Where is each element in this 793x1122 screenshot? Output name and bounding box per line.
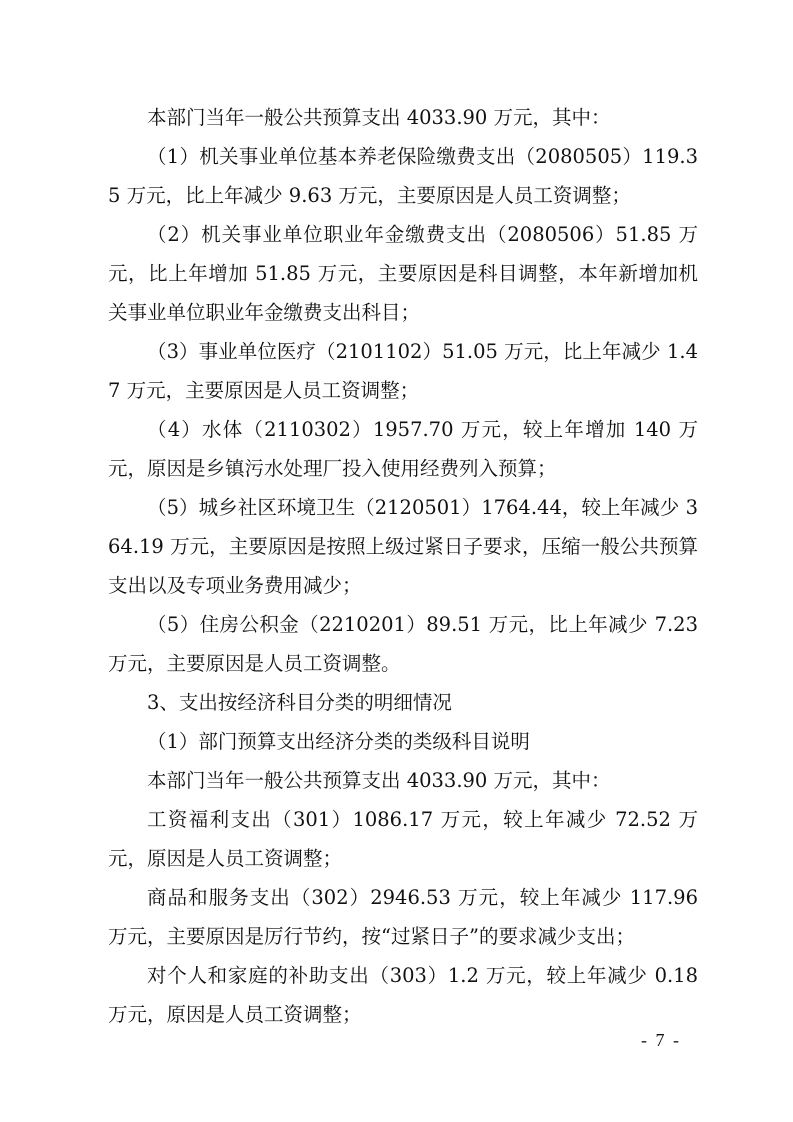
paragraph-total-expenditure: 本部门当年一般公共预算支出 4033.90 万元，其中： bbox=[147, 106, 611, 129]
paragraph-occupational-annuity: （2）机关事业单位职业年金缴费支出（2080506）51.85 万元，比上年增加 51.85 万元，主要原因是科目调整，本年新增加机关事业单位职业年金缴费支出科目； bbox=[108, 223, 698, 324]
document-body bbox=[108, 98, 698, 1034]
page-number: - 7 - bbox=[641, 1030, 681, 1050]
paragraph-medical: （3）事业单位医疗（2101102）51.05 万元，比上年减少 1.47 万元，主要原因是人员工资调整； bbox=[108, 340, 698, 402]
paragraph-total-expenditure-repeat: 本部门当年一般公共预算支出 4033.90 万元，其中： bbox=[147, 769, 611, 792]
paragraph-wages-welfare: 工资福利支出（301）1086.17 万元，较上年减少 72.52 万元，原因是人员工资调整； bbox=[108, 808, 698, 870]
paragraph-goods-services: 商品和服务支出（302）2946.53 万元，较上年减少 117.96 万元，主要原因是厉行节约，按“过紧日子”的要求减少支出； bbox=[108, 886, 698, 948]
paragraph-water-body: （4）水体（2110302）1957.70 万元，较上年增加 140 万元，原因是乡镇污水处理厂投入使用经费列入预算； bbox=[108, 418, 698, 480]
section-heading-economic-classification: 3、支出按经济科目分类的明细情况 bbox=[147, 691, 452, 714]
paragraph-household-subsidies: 对个人和家庭的补助支出（303）1.2 万元，较上年减少 0.18 万元，原因是人员工资调整； bbox=[108, 964, 698, 1026]
paragraph-pension-insurance: （1）机关事业单位基本养老保险缴费支出（2080505）119.35 万元，比上年减少 9.63 万元，主要原因是人员工资调整； bbox=[108, 145, 698, 207]
subsection-heading-class-level-items: （1）部门预算支出经济分类的类级科目说明 bbox=[147, 730, 530, 753]
paragraph-environmental-sanitation: （5）城乡社区环境卫生（2120501）1764.44，较上年减少 364.19 万元，主要原因是按照上级过紧日子要求，压缩一般公共预算支出以及专项业务费用减少； bbox=[108, 496, 698, 597]
paragraph-housing-fund: （5）住房公积金（2210201）89.51 万元，比上年减少 7.23 万元，主要原因是人员工资调整。 bbox=[108, 613, 698, 675]
